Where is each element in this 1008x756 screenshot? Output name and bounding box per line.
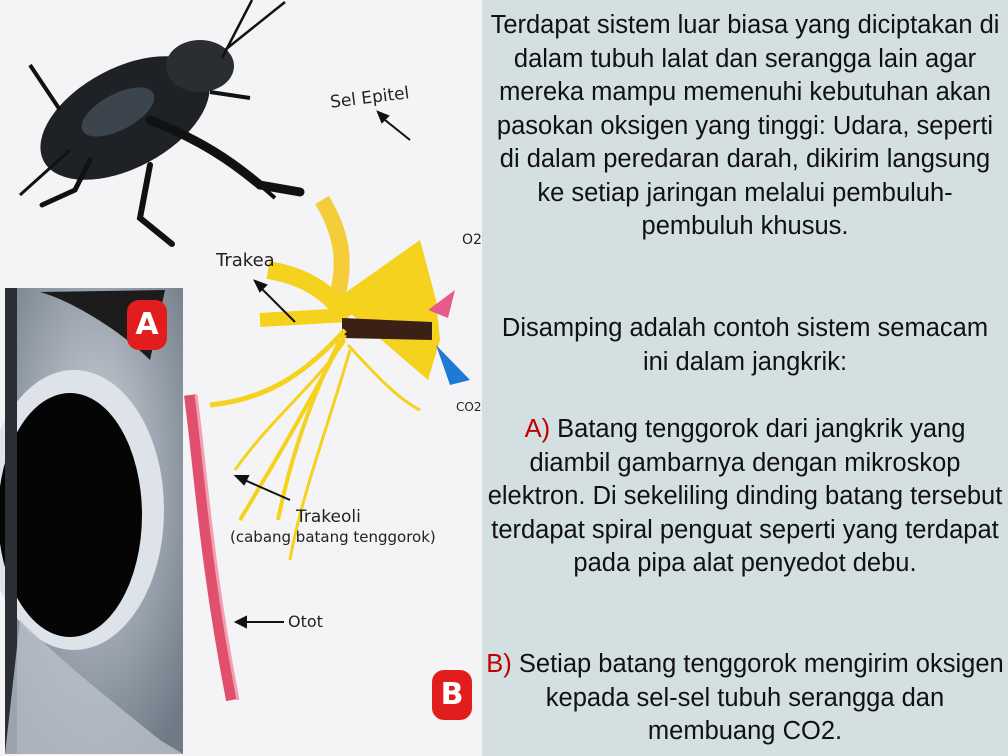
label-trakeoli-subtitle: (cabang batang tenggorok) bbox=[230, 528, 436, 546]
badge-b: B bbox=[432, 670, 472, 720]
marker-b: B) bbox=[486, 650, 512, 678]
trachea-diagram bbox=[190, 200, 470, 700]
label-trakea: Trakea bbox=[216, 250, 275, 271]
label-trakeoli: Trakeoli bbox=[296, 507, 361, 527]
label-co2: CO2 bbox=[456, 400, 482, 414]
label-otot: Otot bbox=[288, 612, 323, 631]
figure-illustration bbox=[0, 0, 482, 756]
trachea-sem-image bbox=[0, 288, 183, 754]
example-paragraph: Disamping adalah contoh sistem semacam ini dalam jangkrik: bbox=[501, 314, 989, 376]
paragraph-a-body: Batang tenggorok dari jangkrik yang diambil gambarnya dengan mikroskop elektron. Di sekeliling dinding batang tersebut terdapat spiral penguat seperti yang terdapat pada pipa alat penyedot debu. bbox=[487, 415, 1003, 577]
label-o2: O2 bbox=[462, 232, 482, 248]
label-sel-epitel: Sel Epitel bbox=[329, 83, 411, 113]
paragraph-a bbox=[486, 413, 1004, 581]
paragraph-b-body: Setiap batang tenggorok mengirim oksigen kepada sel-sel tubuh serangga dan membuang CO2. bbox=[518, 650, 1004, 745]
paragraph-b bbox=[486, 648, 1004, 749]
text-panel bbox=[482, 0, 1008, 756]
insect-respiration-figure bbox=[0, 0, 482, 756]
marker-a: A) bbox=[524, 415, 551, 443]
cricket-image bbox=[20, 0, 300, 244]
intro-paragraph: Terdapat sistem luar biasa yang diciptakan di dalam tubuh lalat dan serangga lain agar mereka mampu memenuhi kebutuhan akan pasokan oksigen yang tinggi: Udara, seperti di dalam peredaran darah, dikirim langsung ke setiap jaringan melalui pembuluh-pembuluh khusus. bbox=[490, 11, 1000, 240]
badge-a: A bbox=[127, 300, 167, 350]
